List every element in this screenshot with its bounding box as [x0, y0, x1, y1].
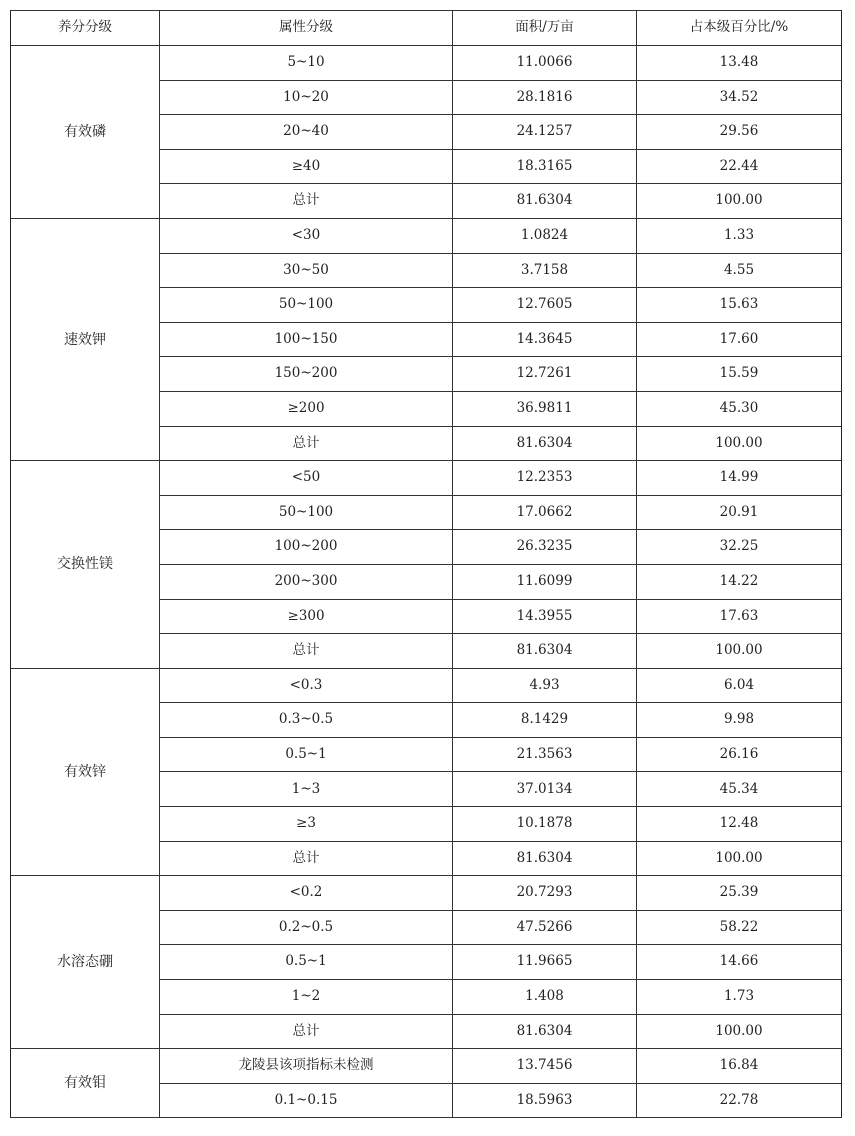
table-header-row [11, 11, 842, 46]
area-cell: 36.9811 [453, 391, 637, 426]
attribute-grade-cell: <30 [160, 218, 453, 253]
attribute-grade-cell: 0.2~0.5 [160, 910, 453, 945]
area-cell: 47.5266 [453, 910, 637, 945]
area-cell: 81.6304 [453, 1014, 637, 1049]
percentage-cell: 26.16 [637, 737, 842, 772]
area-cell: 1.0824 [453, 218, 637, 253]
attribute-grade-cell: ≥200 [160, 391, 453, 426]
area-cell: 8.1429 [453, 703, 637, 738]
table-row [11, 1049, 842, 1084]
attribute-grade-cell: 总计 [160, 634, 453, 669]
percentage-cell: 4.55 [637, 253, 842, 288]
area-cell: 12.7261 [453, 357, 637, 392]
percentage-cell: 29.56 [637, 115, 842, 150]
area-cell: 28.1816 [453, 80, 637, 115]
percentage-cell: 58.22 [637, 910, 842, 945]
area-cell: 18.3165 [453, 149, 637, 184]
attribute-grade-cell: 150~200 [160, 357, 453, 392]
table-row [11, 218, 842, 253]
area-cell: 12.2353 [453, 461, 637, 496]
percentage-cell: 6.04 [637, 668, 842, 703]
percentage-cell: 14.99 [637, 461, 842, 496]
percentage-cell: 16.84 [637, 1049, 842, 1084]
area-cell: 20.7293 [453, 876, 637, 911]
area-cell: 81.6304 [453, 426, 637, 461]
percentage-cell: 17.63 [637, 599, 842, 634]
attribute-grade-cell: ≥3 [160, 807, 453, 842]
attribute-grade-cell: 10~20 [160, 80, 453, 115]
attribute-grade-cell: 总计 [160, 841, 453, 876]
table-row [11, 46, 842, 81]
percentage-cell: 34.52 [637, 80, 842, 115]
attribute-grade-cell: 0.1~0.15 [160, 1083, 453, 1118]
area-cell: 81.6304 [453, 184, 637, 219]
attribute-grade-cell: 0.5~1 [160, 737, 453, 772]
attribute-grade-cell: <0.2 [160, 876, 453, 911]
percentage-cell: 45.30 [637, 391, 842, 426]
area-cell: 11.9665 [453, 945, 637, 980]
area-cell: 81.6304 [453, 841, 637, 876]
table-row [11, 461, 842, 496]
percentage-cell: 14.66 [637, 945, 842, 980]
percentage-cell: 32.25 [637, 530, 842, 565]
area-cell: 10.1878 [453, 807, 637, 842]
attribute-grade-cell: 0.5~1 [160, 945, 453, 980]
percentage-cell: 14.22 [637, 564, 842, 599]
attribute-grade-cell: 1~3 [160, 772, 453, 807]
attribute-grade-cell: 总计 [160, 426, 453, 461]
table-row [11, 876, 842, 911]
area-cell: 12.7605 [453, 288, 637, 323]
area-cell: 81.6304 [453, 634, 637, 669]
header-attribute-grade: 属性分级 [160, 11, 453, 46]
area-cell: 26.3235 [453, 530, 637, 565]
attribute-grade-cell: 100~200 [160, 530, 453, 565]
area-cell: 18.5963 [453, 1083, 637, 1118]
table-body [11, 46, 842, 1118]
table-row [11, 668, 842, 703]
percentage-cell: 15.63 [637, 288, 842, 323]
area-cell: 17.0662 [453, 495, 637, 530]
attribute-grade-cell: 总计 [160, 1014, 453, 1049]
nutrient-grade-cell: 交换性镁 [11, 461, 160, 669]
area-cell: 14.3955 [453, 599, 637, 634]
attribute-grade-cell: 30~50 [160, 253, 453, 288]
nutrient-grade-cell: 水溶态硼 [11, 876, 160, 1049]
attribute-grade-cell: 50~100 [160, 288, 453, 323]
header-area: 面积/万亩 [453, 11, 637, 46]
attribute-grade-cell: ≥300 [160, 599, 453, 634]
nutrient-grade-cell: 有效钼 [11, 1049, 160, 1118]
attribute-grade-cell: 50~100 [160, 495, 453, 530]
percentage-cell: 15.59 [637, 357, 842, 392]
area-cell: 1.408 [453, 980, 637, 1015]
nutrient-grade-cell: 有效锌 [11, 668, 160, 876]
attribute-grade-cell: 5~10 [160, 46, 453, 81]
attribute-grade-cell: 1~2 [160, 980, 453, 1015]
attribute-grade-cell: 0.3~0.5 [160, 703, 453, 738]
attribute-grade-cell: 总计 [160, 184, 453, 219]
attribute-grade-cell: <50 [160, 461, 453, 496]
percentage-cell: 22.78 [637, 1083, 842, 1118]
attribute-grade-cell: <0.3 [160, 668, 453, 703]
percentage-cell: 100.00 [637, 184, 842, 219]
percentage-cell: 12.48 [637, 807, 842, 842]
percentage-cell: 100.00 [637, 1014, 842, 1049]
percentage-cell: 45.34 [637, 772, 842, 807]
percentage-cell: 1.33 [637, 218, 842, 253]
area-cell: 24.1257 [453, 115, 637, 150]
area-cell: 21.3563 [453, 737, 637, 772]
attribute-grade-cell: 200~300 [160, 564, 453, 599]
area-cell: 4.93 [453, 668, 637, 703]
percentage-cell: 100.00 [637, 841, 842, 876]
nutrient-grade-cell: 有效磷 [11, 46, 160, 219]
area-cell: 37.0134 [453, 772, 637, 807]
area-cell: 3.7158 [453, 253, 637, 288]
header-percentage: 占本级百分比/% [637, 11, 842, 46]
nutrient-grade-cell: 速效钾 [11, 218, 160, 460]
header-nutrient-grade: 养分分级 [11, 11, 160, 46]
area-cell: 14.3645 [453, 322, 637, 357]
area-cell: 11.6099 [453, 564, 637, 599]
percentage-cell: 1.73 [637, 980, 842, 1015]
attribute-grade-cell: ≥40 [160, 149, 453, 184]
attribute-grade-cell: 龙陵县该项指标未检测 [160, 1049, 453, 1084]
percentage-cell: 9.98 [637, 703, 842, 738]
percentage-cell: 100.00 [637, 426, 842, 461]
percentage-cell: 20.91 [637, 495, 842, 530]
percentage-cell: 25.39 [637, 876, 842, 911]
nutrient-grading-table [10, 10, 842, 1118]
percentage-cell: 13.48 [637, 46, 842, 81]
attribute-grade-cell: 100~150 [160, 322, 453, 357]
area-cell: 13.7456 [453, 1049, 637, 1084]
percentage-cell: 100.00 [637, 634, 842, 669]
area-cell: 11.0066 [453, 46, 637, 81]
percentage-cell: 22.44 [637, 149, 842, 184]
percentage-cell: 17.60 [637, 322, 842, 357]
attribute-grade-cell: 20~40 [160, 115, 453, 150]
